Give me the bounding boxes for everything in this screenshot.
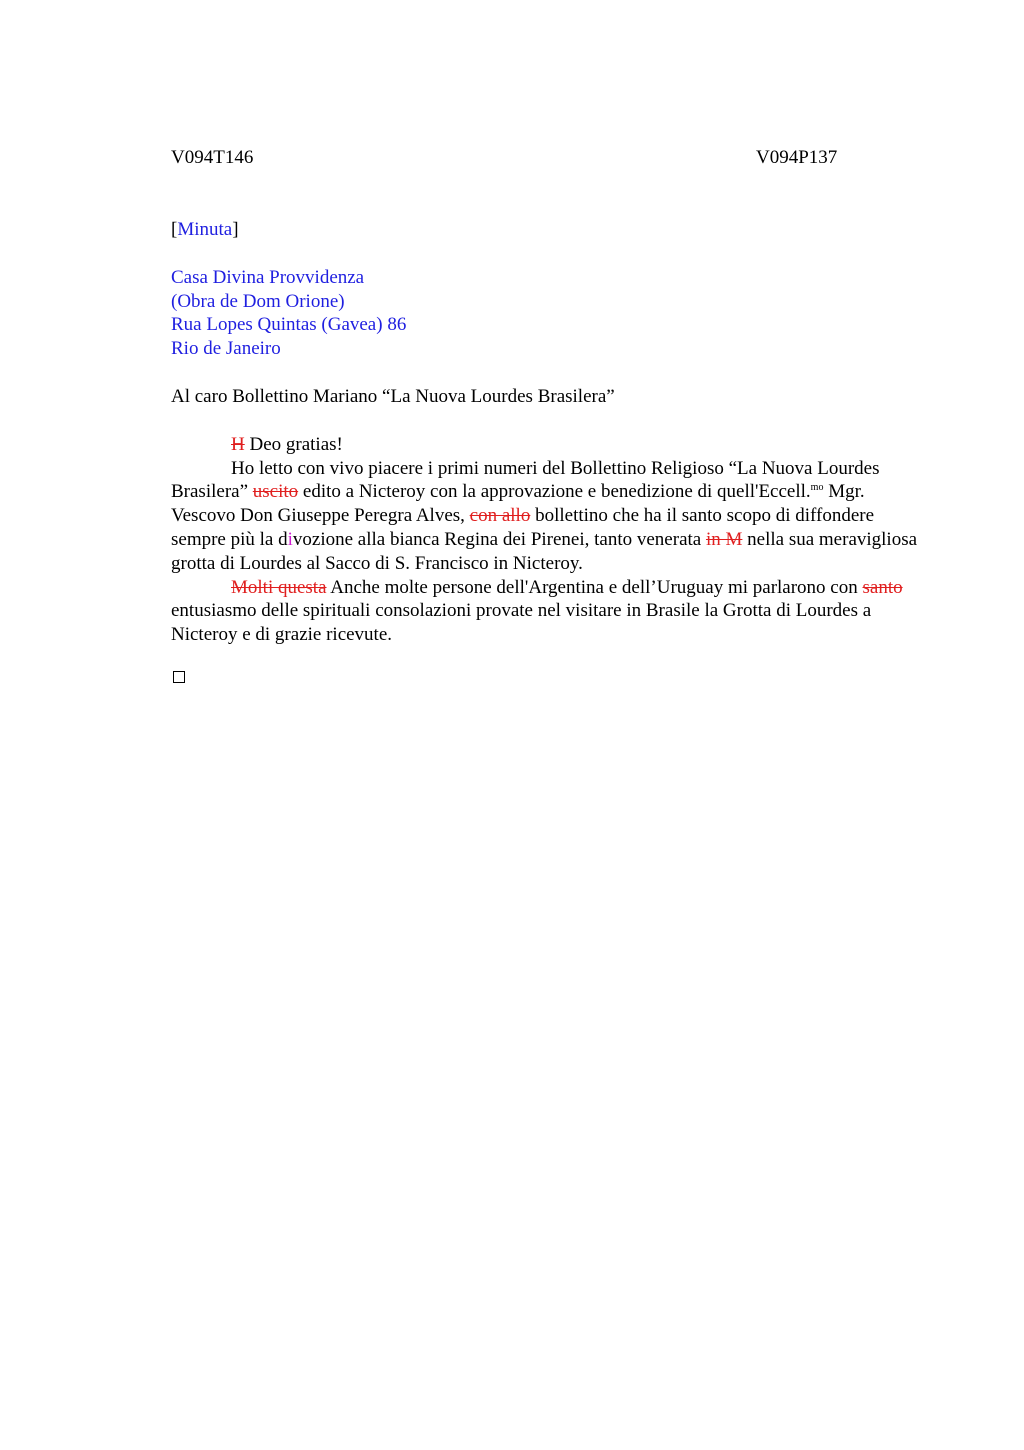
paragraph-deo-gratias [171, 433, 921, 457]
document-header [171, 146, 921, 170]
paragraph-text: entusiasmo delle spirituali consolazioni provate nel visitare in Brasile la Grotta di Lourdes a Nicteroy e di grazie ricevute. [171, 600, 872, 646]
minuta-open-bracket: [ [171, 219, 178, 240]
document-page [171, 146, 921, 683]
minuta-text: Minuta [177, 219, 233, 240]
address-line: Rio de Janeiro [171, 338, 281, 360]
paragraph-text: Deo gratias! [244, 433, 343, 455]
paragraph-text: edito a Nicteroy con la approvazione e benedizione di quell'Eccell. [298, 481, 811, 503]
volume-text-code: V094T146 [171, 147, 254, 168]
address-line: Rua Lopes Quintas (Gavea) 86 [171, 314, 407, 336]
minuta-close-bracket: ] [232, 219, 239, 240]
deleted-text: Molti questa [231, 576, 327, 598]
minuta-label [171, 218, 921, 242]
deleted-text: santo [862, 576, 903, 598]
deleted-text: H [231, 433, 245, 455]
paragraph-bollettino [171, 457, 921, 576]
sender-address [171, 266, 921, 361]
end-of-document-box-icon [173, 671, 185, 683]
volume-page-code: V094P137 [756, 147, 838, 168]
salutation: Al caro Bollettino Mariano “La Nuova Lourdes Brasilera” [171, 385, 615, 407]
superscript-abbreviation: mo [810, 482, 824, 494]
deleted-text: con allo [469, 505, 531, 527]
deleted-text: in M [705, 529, 743, 550]
paragraph-argentina [171, 576, 921, 647]
letter-body [171, 433, 921, 647]
corrected-letter: i [287, 529, 293, 550]
paragraph-text: bollettino che ha il santo scopo di diffondere sempre più la d [171, 505, 875, 550]
address-line: Casa Divina Provvidenza [171, 267, 365, 288]
deleted-text: uscito [252, 481, 299, 503]
paragraph-text: Mgr. Vescovo Don Giuseppe Peregra Alves, [171, 481, 865, 527]
paragraph-text: nella sua meravigliosa grotta di Lourdes al Sacco di S. Francisco in Nicteroy. [171, 529, 918, 574]
paragraph-text: Anche molte persone dell'Argentina e dell’Uruguay mi parlarono con [326, 576, 863, 598]
address-line: (Obra de Dom Orione) [171, 290, 345, 312]
paragraph-text: Ho letto con vivo piacere i primi numeri del Bollettino Religioso “La Nuova Lourdes Brasilera” [171, 457, 880, 503]
paragraph-text: vozione alla bianca Regina dei Pirenei, tanto venerata [292, 529, 706, 550]
